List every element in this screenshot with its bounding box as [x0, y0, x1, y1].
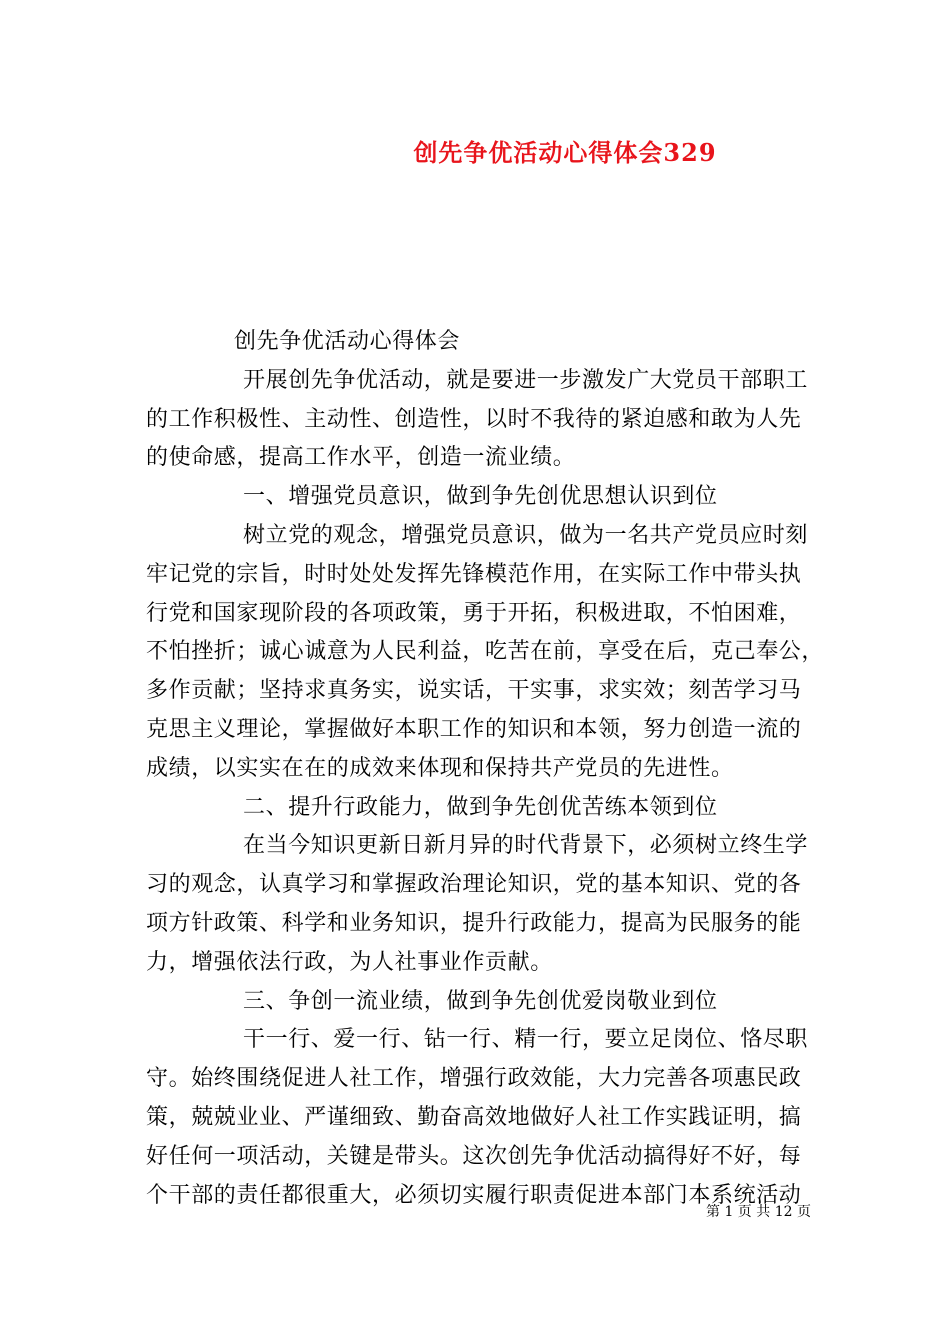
- body-line: 牢记党的宗旨，时时处处发挥先锋模范作用，在实际工作中带头执: [146, 561, 802, 587]
- body-line: 不怕挫折；诚心诚意为人民利益，吃苦在前，享受在后，克己奉公，: [146, 639, 825, 665]
- body-line: 一、增强党员意识，做到争先创优思想认识到位: [243, 484, 718, 510]
- body-line: 习的观念，认真学习和掌握政治理论知识，党的基本知识、党的各: [146, 872, 802, 898]
- body-line: 在当今知识更新日新月异的时代背景下，必须树立终生学: [243, 833, 809, 859]
- body-line: 的使命感，提高工作水平，创造一流业绩。: [146, 445, 576, 471]
- body-line: 开展创先争优活动，就是要进一步激发广大党员干部职工: [243, 367, 809, 393]
- body-line: 干一行、爱一行、钻一行、精一行，要立足岗位、恪尽职: [243, 1027, 809, 1053]
- body-line: 个干部的责任都很重大，必须切实履行职责促进本部门本系统活动: [146, 1182, 802, 1208]
- page-number-footer: 第 1 页 共 12 页: [706, 1204, 811, 1220]
- body-line: 守。始终围绕促进人社工作，增强行政效能，大力完善各项惠民政: [146, 1066, 802, 1092]
- body-line: 创先争优活动心得体会: [234, 329, 461, 354]
- body-line: 好任何一项活动，关键是带头。这次创先争优活动搞得好不好，每: [146, 1143, 802, 1169]
- body-line: 力，增强依法行政，为人社事业作贡献。: [146, 949, 553, 975]
- body-line: 三、争创一流业绩，做到争先创优爱岗敬业到位: [243, 988, 718, 1014]
- body-line: 成绩，以实实在在的成效来体现和保持共产党员的先进性。: [146, 755, 734, 781]
- body-line: 树立党的观念，增强党员意识，做为一名共产党员应时刻: [243, 522, 809, 548]
- document-body: [146, 323, 825, 1215]
- body-line: 项方针政策、科学和业务知识，提升行政能力，提高为民服务的能: [146, 910, 802, 936]
- body-line: 策，兢兢业业、严谨细致、勤奋高效地做好人社工作实践证明，搞: [146, 1104, 802, 1130]
- body-line: 克思主义理论，掌握做好本职工作的知识和本领，努力创造一流的: [146, 716, 802, 742]
- document-title: 创先争优活动心得体会329: [413, 138, 717, 167]
- body-line: 多作贡献；坚持求真务实，说实话，干实事，求实效；刻苦学习马: [146, 678, 802, 704]
- body-line: 二、提升行政能力，做到争先创优苦练本领到位: [243, 794, 718, 820]
- body-line: 的工作积极性、主动性、创造性，以时不我待的紧迫感和敢为人先: [146, 406, 802, 432]
- body-line: 行党和国家现阶段的各项政策，勇于开拓，积极进取，不怕困难，: [146, 600, 802, 626]
